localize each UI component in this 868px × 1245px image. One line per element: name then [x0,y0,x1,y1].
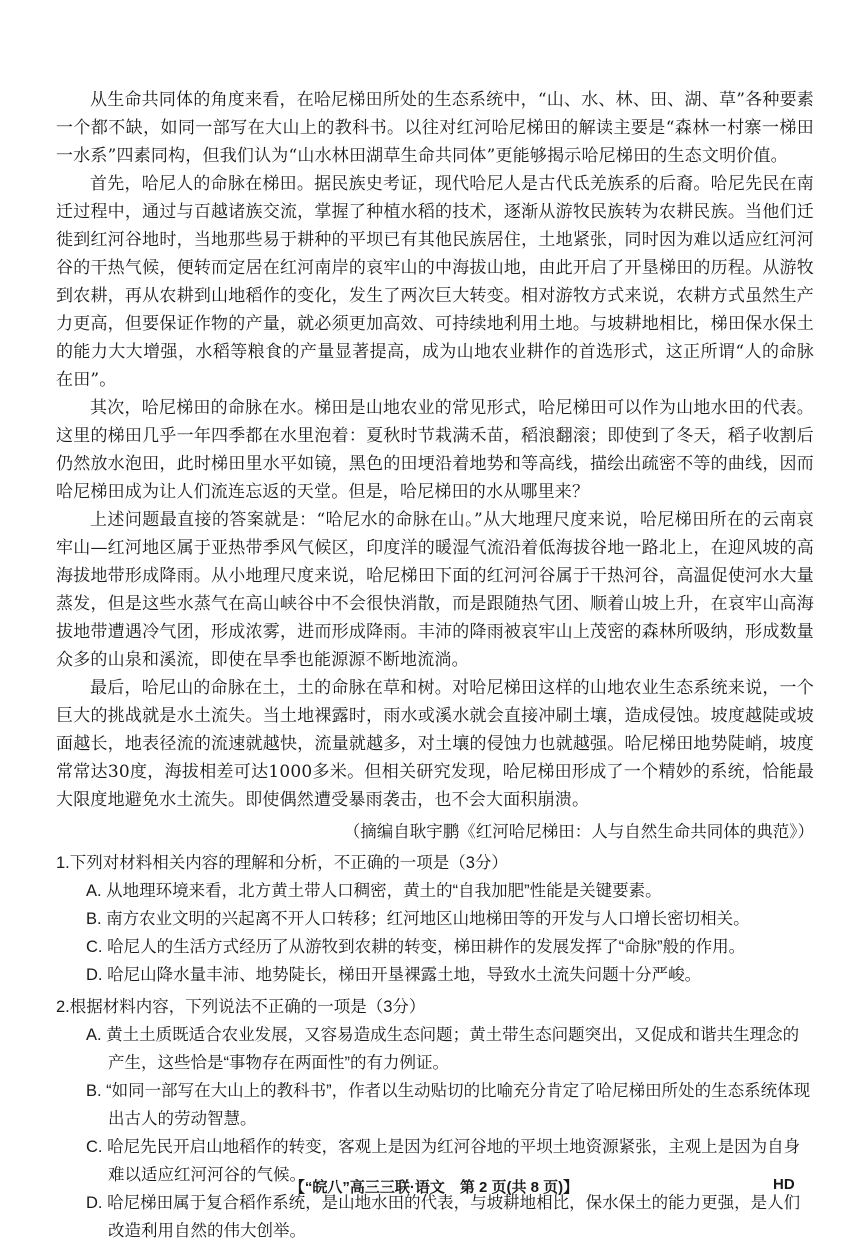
question-2-option-d: D. 哈尼梯田属于复合稻作系统，是山地水田的代表，与坡耕地相比，保水保土的能力更强，是人们改造利用自然的伟大创举。 [86,1194,801,1240]
document-page [56,86,814,1245]
question-1 [56,849,814,989]
question-1-option-c: C. 哈尼人的生活方式经历了从游牧到农耕的转变，梯田耕作的发展发挥了“命脉”般的作用。 [86,938,746,956]
article-paragraph-5: 最后，哈尼山的命脉在土，土的命脉在草和树。对哈尼梯田这样的山地农业生态系统来说，一个巨大的挑战就是水土流失。当土地裸露时，雨水或溪水就会直接冲刷土壤，造成侵蚀。坡度越陡或坡面越长，地表径流的流速就越快，流量就越多，对土壤的侵蚀力也就越强。哈尼梯田地势陡峭，坡度常常达30度，海拔相差可达1000多米。但相关研究发现，哈尼梯田形成了一个精妙的系统，恰能最大限度地避免水土流失。即使偶然遭受暴雨袭击，也不会大面积崩溃。 [56,678,814,810]
article-paragraph-4: 上述问题最直接的答案就是：“哈尼水的命脉在山。”从大地理尺度来说，哈尼梯田所在的云南哀牢山—红河地区属于亚热带季风气候区，印度洋的暖湿气流沿着低海拔谷地一路北上，在迎风坡的高海拔地带形成降雨。从小地理尺度来说，哈尼梯田下面的红河河谷属于干热河谷，高温促使河水大量蒸发，但是这些水蒸气在高山峡谷中不会很快消散，而是跟随热气团、顺着山坡上升，在哀牢山高海拔地带遭遇冷气团，形成浓雾，进而形成降雨。丰沛的降雨被哀牢山上茂密的森林所吸纳，形成数量众多的山泉和溪流，即使在旱季也能源源不断地流淌。 [56,510,814,670]
article-paragraph-2: 首先，哈尼人的命脉在梯田。据民族史考证，现代哈尼人是古代氐羌族系的后裔。哈尼先民在南迁过程中，通过与百越诸族交流，掌握了种植水稻的技术，逐渐从游牧民族转为农耕民族。当他们迁徙到红河谷地时，当地那些易于耕种的平坝已有其他民族居住，土地紧张，同时因为难以适应红河河谷的干热气候，便转而定居在红河南岸的哀牢山的中海拔山地，由此开启了开垦梯田的历程。从游牧到农耕，再从农耕到山地稻作的变化，发生了两次巨大转变。相对游牧方式来说，农耕方式虽然生产力更高，但要保证作物的产量，就必须更加高效、可持续地利用土地。与坡耕地相比，梯田保水保土的能力大大增强，水稻等粮食的产量显著提高，成为山地农业耕作的首选形式，这正所谓“人的命脉在田”。 [56,174,814,390]
question-2 [56,993,814,1245]
question-2-option-c: C. 哈尼先民开启山地稻作的转变，客观上是因为红河谷地的平坝土地资源紧张，主观上是因为自身难以适应红河河谷的气候。 [86,1138,801,1184]
question-1-option-d: D. 哈尼山降水量丰沛、地势陡长，梯田开垦裸露土地，导致水土流失问题十分严峻。 [86,966,702,984]
question-2-option-a: A. 黄土土质既适合农业发展，又容易造成生态问题；黄土带生态问题突出，又促成和谐共生理念的产生，这些恰是“事物存在两面性”的有力例证。 [86,1026,800,1072]
article-paragraph-3: 其次，哈尼梯田的命脉在水。梯田是山地农业的常见形式，哈尼梯田可以作为山地水田的代表。这里的梯田几乎一年四季都在水里泡着：夏秋时节栽满禾苗，稻浪翻滚；即使到了冬天，稻子收割后仍然放水泡田，此时梯田里水平如镜，黑色的田埂沿着地势和等高线，描绘出疏密不等的曲线，因而哈尼梯田成为让人们流连忘返的天堂。但是，哈尼梯田的水从哪里来？ [56,398,814,502]
article-paragraph-1: 从生命共同体的角度来看，在哈尼梯田所处的生态系统中，“山、水、林、田、湖、草”各种要素一个都不缺，如同一部写在大山上的教科书。以往对红河哈尼梯田的解读主要是“森林一村寨一梯田一水系”四素同构，但我们认为“山水林田湖草生命共同体”更能够揭示哈尼梯田的生态文明价值。 [56,90,814,166]
question-1-stem: 1.下列对材料相关内容的理解和分析，不正确的一项是（3分） [56,854,508,872]
footer-code: HD [773,1176,795,1193]
article-source: （摘编自耿宇鹏《红河哈尼梯田：人与自然生命共同体的典范》） [343,822,814,841]
question-2-stem: 2.根据材料内容，下列说法不正确的一项是（3分） [56,998,426,1016]
question-1-option-b: B. 南方农业文明的兴起离不开人口转移；红河地区山地梯田等的开发与人口增长密切相关。 [86,910,750,928]
page-footer: 【“皖八”高三三联·语文 第 2 页(共 8 页)】 [289,1179,579,1196]
question-2-option-b: B. “如同一部写在大山上的教科书”，作者以生动贴切的比喻充分肯定了哈尼梯田所处的生态系统体现出古人的劳动智慧。 [86,1082,811,1128]
question-1-option-a: A. 从地理环境来看，北方黄土带人口稠密，黄土的“自我加肥”性能是关键要素。 [86,882,662,900]
article [56,86,814,845]
